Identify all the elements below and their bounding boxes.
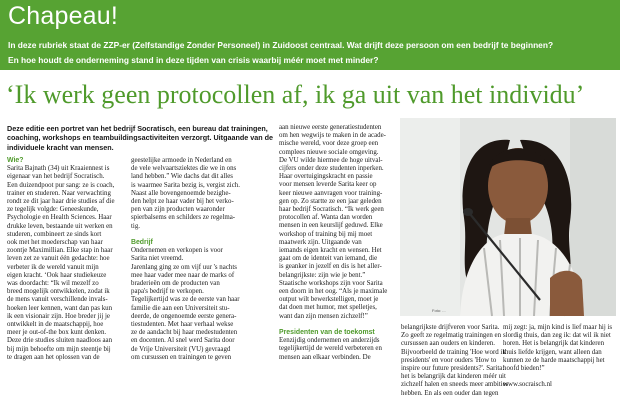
section-heading: Bedrijf — [131, 239, 153, 247]
text-column-5 — [503, 324, 615, 390]
text-line: aan nieuwe eerste generatiestudenten — [279, 124, 382, 131]
text-line: tig. — [131, 222, 140, 230]
article-headline: ‘Ik werk geen protocollen af, ik ga uit van het individu’ — [6, 80, 585, 109]
section-heading: Presidenten van de toekomst — [279, 329, 375, 337]
text-line: voor mensen leverde Sarita keer op — [279, 181, 377, 189]
text-line: eigen kracht. ‘Ook haar studiekeuze — [7, 271, 107, 279]
text-line: gen op. Zo startte ze een jaar geleden — [279, 197, 382, 205]
text-line: studeren, combineert ze sinds kort — [7, 230, 102, 238]
text-line: tegelijkertijd de wereld verbeteren en — [279, 345, 382, 353]
text-line: was doordacht: “Ik wil mezelf zo — [7, 280, 99, 288]
text-line: de Vrije Universiteit (VU) gevraagd — [131, 345, 231, 353]
text-line: en docenten. Al snel werd Sarita door — [131, 337, 235, 345]
text-line: Sarita niet vreemd. — [131, 255, 184, 263]
text-line: Sarita Bajnath (34) uit Kraaiennest is — [7, 165, 110, 173]
text-line: Eenzijdig ondernemen en anderzijds — [279, 337, 380, 345]
text-line: hoofd bieden!” — [503, 365, 545, 373]
text-line: mij zegt: ja, mijn kind is lief maar hij is — [503, 324, 613, 331]
text-line: complees nieuwe sociale omgeving. — [279, 148, 379, 156]
text-line: meer je out-of-the box kunt denken. — [7, 329, 107, 337]
text-line: want dan zijn mensen zichzelf!” — [279, 312, 368, 320]
text-line: mische wereld, voor deze groep een — [279, 140, 379, 148]
text-line: horen. Het is belangrijk dat kinderen — [503, 340, 605, 348]
paragraph-gap — [279, 321, 392, 329]
text-line: papa's bedrijf te verkopen. — [131, 288, 204, 296]
text-line: workshop of training bij mij moet — [279, 230, 373, 238]
text-line: is geanker in jezelf en dis is het aller- — [279, 263, 382, 271]
text-line: Ondernemen en verkopen is voor — [131, 247, 223, 255]
text-line: verbeter ik de wereld vanuit mijn — [7, 263, 99, 271]
text-line: mensen aan elkaar verbinden. De — [279, 353, 371, 361]
text-column-1 — [7, 157, 125, 362]
text-line: spierbalsems en schilders ze regelma- — [131, 214, 236, 222]
banner-intro-line: En hoe houdt de onderneming stand in deze tijden van crisis waarbij méér moet met minder? — [8, 55, 379, 65]
text-line: inspire our future presidents?'. Sarita: — [401, 365, 505, 373]
section-heading: Wie? — [7, 157, 24, 164]
portrait-illustration — [400, 118, 616, 316]
text-line: is waarmee Sarita bezig is, vergist zich. — [131, 181, 240, 189]
text-line: Zo geeft ze regelmatig trainingen en — [401, 332, 502, 340]
text-line: deerde, de ongenoemde eerste genera- — [131, 312, 237, 320]
text-line: eigenaar van het bedrijf Socratisch. — [7, 173, 105, 181]
text-line: thuis liefde krijgen, want alleen dan — [503, 348, 602, 356]
text-line: gaat om de identeit van iemand, die — [279, 255, 378, 263]
text-line: De VU wilde hiermee de hoge uitval- — [279, 156, 383, 164]
text-line: maatwerk zijn. Uitgaande van — [279, 238, 362, 246]
text-line: slordig thuis, dan zeg ik: dat wil ik niet — [503, 332, 611, 340]
text-line: mee haar vader mee naar de marks of — [131, 271, 235, 279]
text-line: dat doen met humor, met spelletjes, — [279, 304, 377, 312]
text-line: breed mogelijk ontwikkelen, zodat ik — [7, 288, 110, 296]
text-line: rondt ze dit jaar haar drie studies af die — [7, 198, 115, 206]
text-line: iemands eigen kracht en wensen. Het — [279, 247, 382, 255]
text-line: om cursussen en trainingen te geven — [131, 353, 232, 361]
banner-title: Chapeau! — [8, 2, 119, 30]
text-line: cijfers onder deze studenten inperken. — [279, 165, 384, 173]
text-line: zoontje Maximillian. Elke stap in haar — [7, 247, 113, 255]
text-line: Naast alle bovengenoemde bezighe- — [131, 189, 231, 197]
text-line: braderieën om de producten van — [131, 280, 220, 288]
text-line: familie die aan een Universiteit stu- — [131, 304, 230, 312]
text-line: hoeken leer kennen, want dan pas kun — [7, 304, 113, 312]
text-line: Een duizendpoot pur sang: ze is coach, — [7, 181, 115, 189]
text-line: Psychologie en Health Sciences. Haar — [7, 214, 112, 222]
text-line: geestelijke armoede in Nederland en — [131, 157, 232, 164]
text-line: land hebben.” Wie dachs dat dit alles — [131, 173, 233, 181]
text-line: drukke leven, bestaande uit werken en — [7, 222, 113, 230]
text-line: Haar overtuigingskracht en passie — [279, 173, 373, 181]
text-line: bij mijn behoefte om mijn steentje bij — [7, 345, 111, 353]
paragraph-gap — [131, 231, 273, 239]
text-line: pen van zijn producten waaronder — [131, 206, 225, 214]
text-line: om hen wegwijs te maken in de acade- — [279, 132, 386, 140]
text-line: protocollen af. Wanta dan worden — [279, 214, 373, 222]
text-line: ze de aandacht bij haar medestudenten — [131, 329, 238, 337]
text-line: tiestudenten. Met haar verhaal wekse — [131, 321, 234, 329]
text-line: zichzelf halen en sneeds meer ambities — [401, 381, 509, 389]
text-line: www.socraisch.nl — [503, 381, 552, 389]
photo-credit: Foto: ... — [432, 308, 446, 313]
text-line: ontwikkelt in de maatschappij, hoe — [7, 321, 104, 329]
paragraph-gap — [503, 373, 615, 381]
text-line: output wilt bewerkstelligen, moet je — [279, 296, 379, 304]
text-line: kunnen ze de harde maatschappij het — [503, 356, 605, 364]
text-line: Staatische workshops zijn voor Sarita — [279, 279, 383, 287]
text-line: belangrijkste: zijn wie je bent.” — [279, 271, 366, 279]
text-line: een doorn in het oog. “Als je maximale — [279, 288, 388, 296]
text-line: haar bedrijf Socratisch. “Ik werk geen — [279, 206, 384, 214]
text-line: cursussen aan ouders en kinderen. — [401, 340, 495, 348]
text-line: den helpt ze haar vader bij het verko- — [131, 198, 234, 206]
banner-intro-line: In deze rubriek staat de ZZP-er (Zelfstandige Zonder Personeel) in Zuidoost centraal. Wat drijft deze persoon om een bedrijf te beginnen? — [8, 40, 554, 50]
text-line: Bijvoorbeeld de training 'Hoe word ik — [401, 348, 506, 356]
text-line: Jarenlang ging ze om vijf uur 's nachts — [131, 263, 237, 271]
text-line: keer nieuwe aanvragen voor training- — [279, 189, 383, 197]
header-banner — [0, 0, 620, 70]
text-line: mensen in een keurslijf geduwd. Elke — [279, 222, 383, 230]
text-line: hebben. En als een ouder dan tegen — [401, 389, 499, 397]
text-line: ook met het moederschap van haar — [7, 239, 103, 247]
text-column-3 — [279, 124, 392, 362]
text-line: belangrijkste drijfveren voor Sarita. — [401, 324, 500, 331]
text-line: te dragen aan het oplossen van de — [7, 353, 100, 361]
banner-intro — [8, 38, 614, 68]
text-line: ik een visionair zijn. Hoe breder jij je — [7, 312, 110, 320]
text-line: presidents' en voor ouders 'How to — [401, 356, 497, 364]
portrait-photo — [400, 118, 616, 316]
text-line: de mens vanuit verschillende invals- — [7, 296, 108, 304]
text-line: leven zet ze vanuit één gedachte: hoe — [7, 255, 110, 263]
text-line: ze tegelijk volgde: Geneeskunde, — [7, 206, 99, 214]
article-lead: Deze editie een portret van het bedrijf Socratisch, een bureau dat trainingen, coaching, workshops en teambuildingsactiviteiten verzorgt. Uitgaande van de individuele kracht van mensen. — [7, 124, 273, 152]
text-line: het is belangrijk dat kinderen méér uit — [401, 373, 506, 381]
text-line: Tegelijkertijd was ze de eerste van haar — [131, 296, 240, 304]
text-line: de vele welvaartsziektes die we in ons — [131, 165, 237, 173]
text-line: trainer en studeren. Naar verwachting — [7, 189, 111, 197]
text-column-4 — [401, 324, 509, 398]
text-line: Deze drie studies sluiten naadloos aan — [7, 337, 113, 345]
text-column-2 — [131, 157, 273, 362]
